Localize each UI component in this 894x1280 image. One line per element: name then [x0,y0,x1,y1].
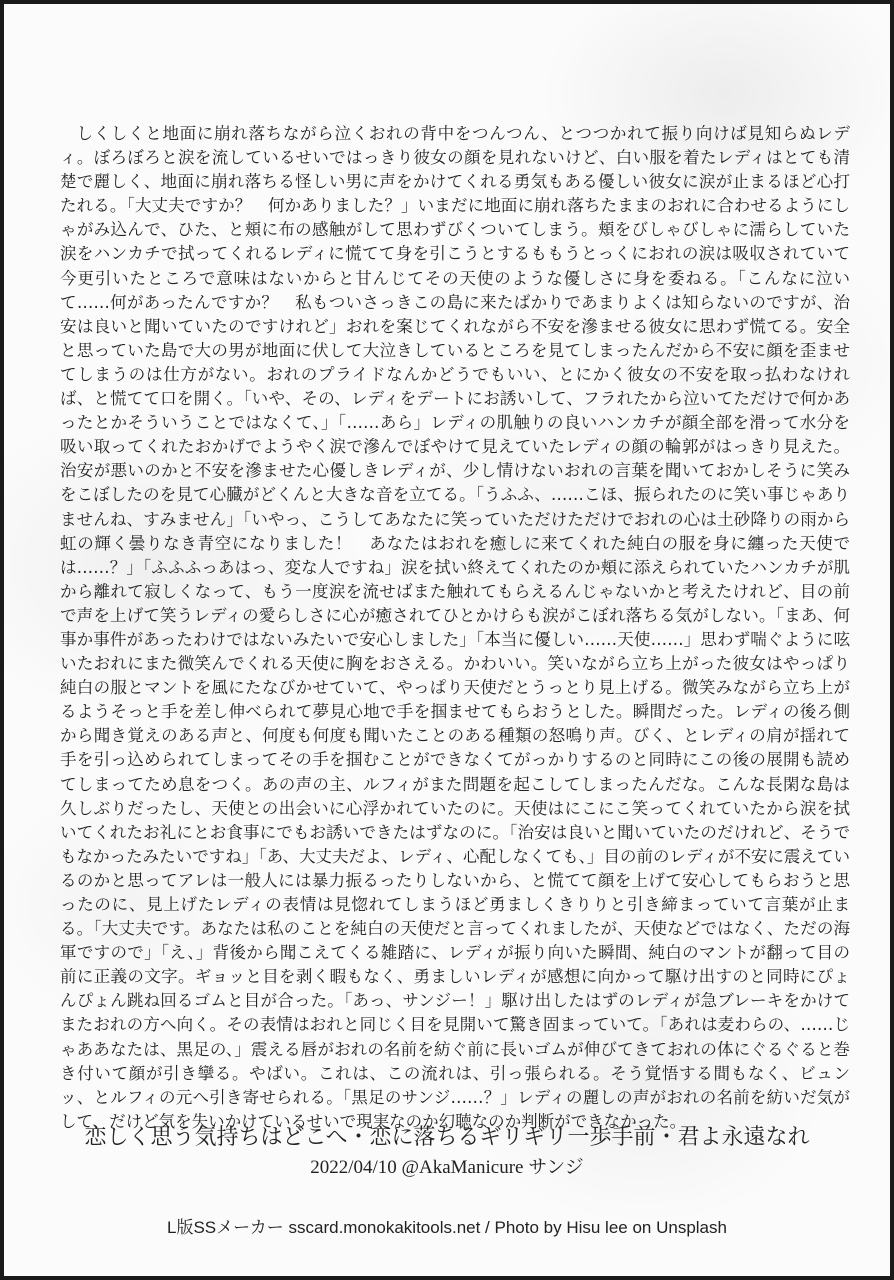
credit-footer: L版SSメーカー sscard.monokakitools.net / Photo by Hisu lee on Unsplash [167,1218,727,1237]
ss-card [4,4,890,1276]
story-text: しくしくと地面に崩れ落ちながら泣くおれの背中をつんつん、とつつかれて振り向けば見知らぬレディ。ぼろぼろと涙を流しているせいではっきり彼女の顔を見れないけど、白い服を着たレディはとても清楚で麗しく、地面に崩れ落ちる怪しい男に声をかけてくれる勇気もある優しい彼女に涙が止まるほど心打たれる。「大丈夫ですか？ 何かありました？」いまだに地面に崩れ落ちたままのおれに合わせるようにしゃがみ込んで、ひた、と頬に布の感触がして思わずびくついてしまう。頬をびしゃびしゃに濡らしていた涙をハンカチで拭ってくれるレディに慌てて身を引こうとするももうとっくにおれの涙は吸収されていて今更引いたところで意味はないからと甘んじてその天使のような優しさに身を委ねる。「こんなに泣いて……何があったんですか？ 私もついさっきこの島に来たばかりであまりよくは知らないのですが、治安は良いと聞いていたのですけれど」おれを案じてくれながら不安を滲ませる彼女に思わず慌てる。安全と思っていた島で大の男が地面に伏して大泣きしているところを見てしまったんだから不安に顔を歪ませてしまうのは仕方がない。おれのプライドなんかどうでもいい、とにかく彼女の不安を取っ払わなければ、と慌てて口を開く。「いや、その、レディをデートにお誘いして、フラれたから泣いてただけで何かあったとかそういうことではなくて、」「……あら」レディの肌触りの良いハンカチが顔全部を滑って水分を吸い取ってくれたおかげでようやく涙で滲んでぼやけて見えていたレディの顔の輪郭がはっきり見えた。治安が悪いのかと不安を滲ませた心優しきレディが、少し情けないおれの言葉を聞いておかしそうに笑みをこぼしたのを見て心臓がどくんと大きな音を立てる。「うふふ、……こほ、振られたのに笑い事じゃありませんね、すみません」「いやっ、こうしてあなたに笑っていただけただけでおれの心は土砂降りの雨から虹の輝く曇りなき青空になりました！ あなたはおれを癒しに来てくれた純白の服を身に纏った天使では……？」「ふふふっあはっ、変な人ですね」涙を拭い終えてくれたのか頬に添えられていたハンカチが肌から離れて寂しくなって、もう一度涙を流せばまた触れてもらえるんじゃないかと考えたけれど、目の前で声を上げて笑うレディの愛らしさに心が癒されてひとかけらも涙がこぼれ落ちる気がしない。「まあ、何事か事件があったわけではないみたいで安心しました」「本当に優しい……天使……」思わず喘ぐように呟いたおれにまた微笑んでくれる天使に胸をおさえる。かわいい。笑いながら立ち上がった彼女はやっぱり純白の服とマントを風にたなびかせていて、やっぱり天使だとうっとり見上げる。微笑みながら立ち上がるようそっと手を差し伸べられて夢見心地で手を掴ませてもらおうとした。瞬間だった。レディの後ろ側から聞き覚えのある声と、何度も何度も聞いたことのある種類の怒鳴り声。びく、とレディの肩が揺れて手を引っ込められてしまってその手を掴むことができなくてがっかりするのと同時にこの後の展開も読めてしまってため息をつく。あの声の主、ルフィがまた問題を起こしてしまったんだな。こんな長閑な島は久しぶりだったし、天使との出会いに心浮かれていたのに。天使はにこにこ笑ってくれていたから涙を拭いてくれたお礼にとお食事にでもお誘いできたはずなのに。「治安は良いと聞いていたのだけれど、そうでもなかったみたいですね」「あ、大丈夫だよ、レディ、心配しなくても、」目の前のレディが不安に震えているのかと思ってアレは一般人には暴力振るったりしないから、と慌てて顔を上げて安心してもらおうと思ったのに、見上げたレディの表情は見惚れてしまうほど勇ましくきりりと引き締まっていて言葉が止まる。「大丈夫です。あなたは私のことを純白の天使だと言ってくれましたが、天使などではなく、ただの海軍ですので」「え、」背後から聞こえてくる雑踏に、レディが振り向いた瞬間、純白のマントが翻って目の前に正義の文字。ギョッと目を剥く暇もなく、勇ましいレディが感想に向かって駆け出すのと同時にぴょんぴょん跳ね回るゴムと目が合った。「あっ、サンジー！」駆け出したはずのレディが急ブレーキをかけてまたおれの方へ向く。その表情はおれと同じく目を見開いて驚き固まっていて。「あれは麦わらの、……じゃああなたは、黒足の、」震える唇がおれの名前を紡ぐ前に長いゴムが伸びてきておれの体にぐるぐると巻き付いて顔が引き攣る。やばい。これは、この流れは、引っ張られる。そう覚悟する間もなく、ビュンッ、とルフィの元へ引き寄せられる。「黒足のサンジ……？」レディの麗しの声がおれの名前を紡いだ気がして、だけど気を失いかけているせいで現実なのか幻聴なのか判断ができなかった。 [60,124,851,1131]
date-author-line: 2022/04/10 @AkaManicure サンジ [310,1157,584,1178]
story-title: 恋しく思う気持ちはどこへ・恋に落ちるギリギリ一歩手前・君よ永遠なれ [84,1125,810,1150]
